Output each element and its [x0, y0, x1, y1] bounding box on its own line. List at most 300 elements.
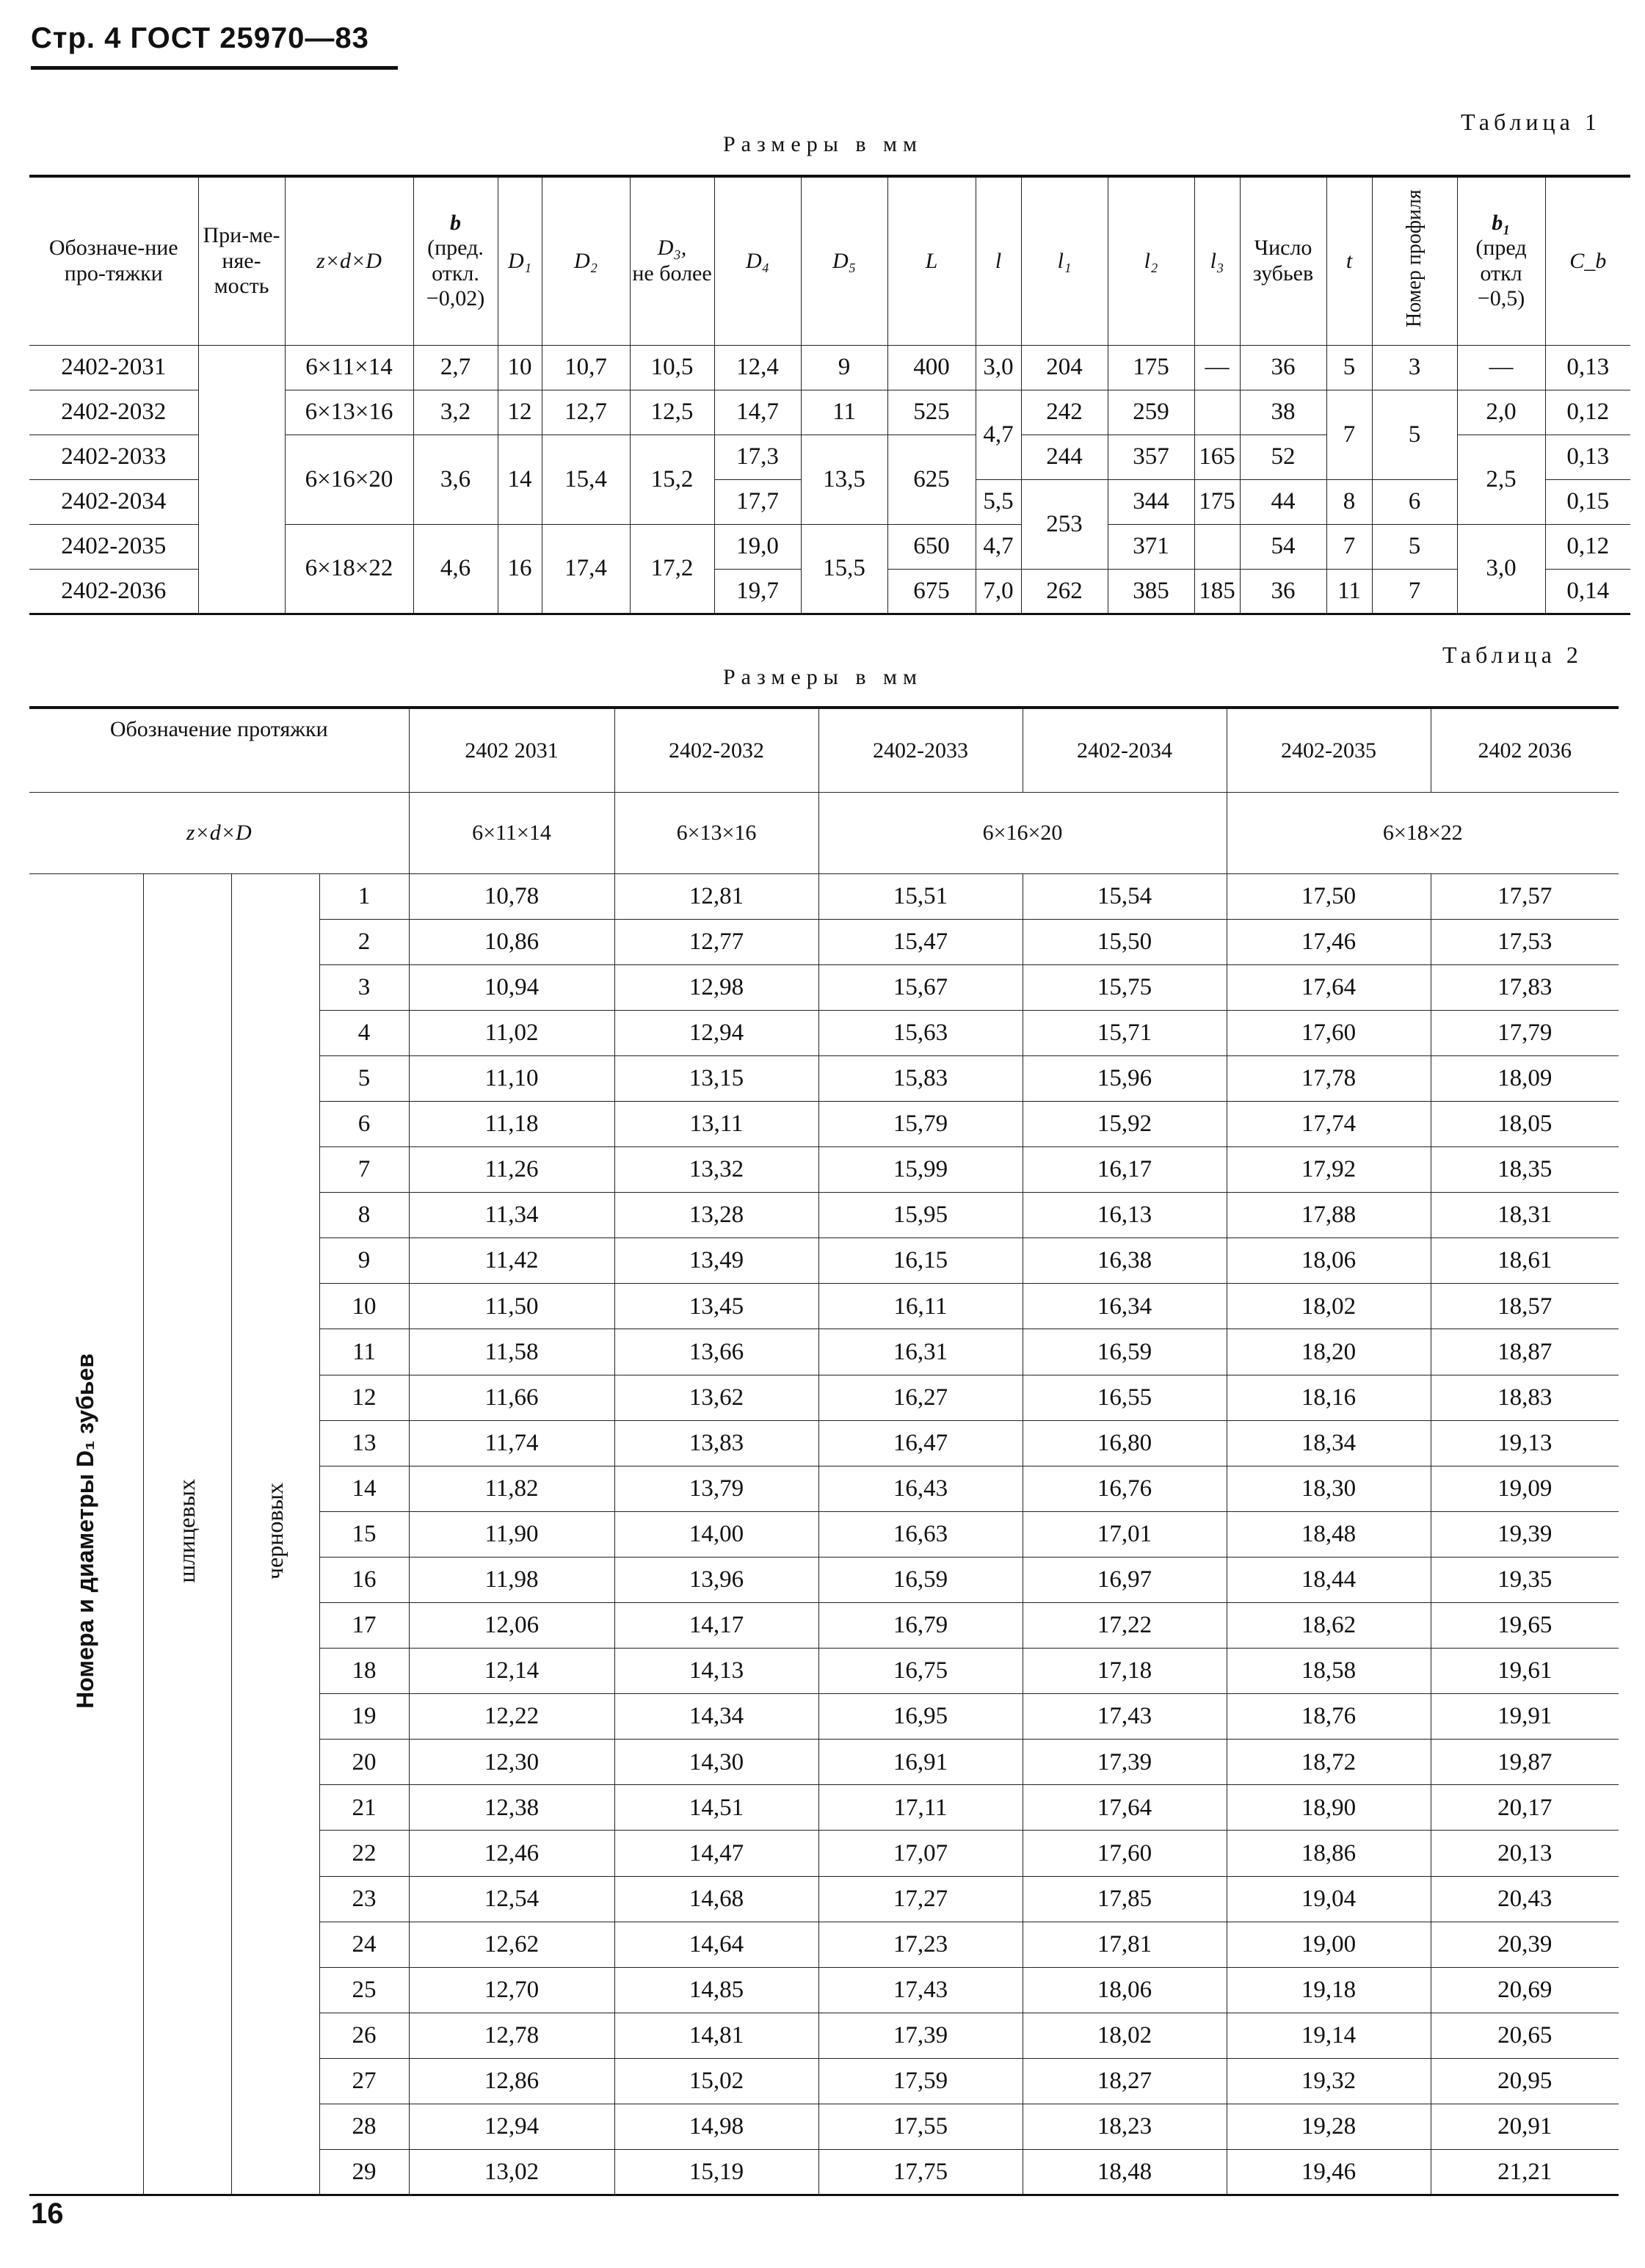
cell-diameter: 13,79	[614, 1466, 818, 1511]
th-teeth: Число зубьев	[1240, 176, 1326, 345]
cell-diameter: 11,42	[409, 1238, 614, 1284]
cell-l: 4,7	[976, 524, 1021, 569]
table2-size-row	[29, 792, 1619, 873]
cell-diameter: 19,13	[1431, 1420, 1619, 1466]
th-D3-symbol: D₃,	[657, 236, 687, 261]
cell-diameter: 15,83	[818, 1055, 1023, 1101]
cell-diameter: 17,81	[1023, 1922, 1227, 1967]
cell-diameter: 12,22	[409, 1694, 614, 1740]
cell-D1: 14	[498, 435, 542, 524]
cell-diameter: 16,34	[1023, 1284, 1227, 1329]
cell-diameter: 16,47	[818, 1420, 1023, 1466]
cell-diameter: 17,01	[1023, 1511, 1227, 1557]
cell-diameter: 18,35	[1431, 1147, 1619, 1193]
cell-tooth-number: 7	[319, 1147, 409, 1193]
cell-D5: 9	[801, 345, 887, 390]
th-applicability: При-ме-няе-мость	[198, 176, 285, 345]
cell-diameter: 19,46	[1227, 2150, 1431, 2195]
th-profile	[1372, 176, 1457, 345]
cell-D3: 12,5	[630, 390, 714, 435]
cell-designation: 2402-2035	[29, 524, 198, 569]
cell-diameter: 16,11	[818, 1284, 1023, 1329]
cell-diameter: 18,90	[1227, 1785, 1431, 1831]
cell-diameter: 11,66	[409, 1375, 614, 1420]
cell-diameter: 17,22	[1023, 1603, 1227, 1649]
cell-tooth-number: 19	[319, 1694, 409, 1740]
cell-diameter: 19,39	[1431, 1511, 1619, 1557]
table1-header-row	[29, 176, 1630, 345]
cell-diameter: 18,44	[1227, 1557, 1431, 1602]
th-b-note: (пред. откл. −0,02)	[426, 236, 485, 311]
cell-diameter: 12,77	[614, 919, 818, 964]
cell-D1: 16	[498, 524, 542, 614]
cell-diameter: 18,09	[1431, 1055, 1619, 1101]
cell-diameter: 15,51	[818, 873, 1023, 919]
cell-D3: 17,2	[630, 524, 714, 614]
cell-diameter: 15,63	[818, 1010, 1023, 1055]
cell-diameter: 11,26	[409, 1147, 614, 1193]
cell-D4: 17,3	[714, 435, 801, 479]
cell-diameter: 20,39	[1431, 1922, 1619, 1967]
cell-l3: 165	[1194, 435, 1240, 479]
cell-l3: 175	[1194, 479, 1240, 524]
cell-diameter: 16,80	[1023, 1420, 1227, 1466]
cell-D4: 19,7	[714, 569, 801, 614]
cell-diameter: 16,15	[818, 1238, 1023, 1284]
cell-diameter: 20,95	[1431, 2058, 1619, 2104]
cell-diameter: 17,92	[1227, 1147, 1431, 1193]
cell-diameter: 18,02	[1023, 2013, 1227, 2058]
cell-b: 3,2	[413, 390, 498, 435]
cell-D4: 14,7	[714, 390, 801, 435]
cell-diameter: 15,47	[818, 919, 1023, 964]
table2-designation-row	[29, 708, 1619, 792]
cell-diameter: 16,91	[818, 1740, 1023, 1785]
th-D1: D₁	[498, 176, 542, 345]
cell-diameter: 11,82	[409, 1466, 614, 1511]
cell-D4: 17,7	[714, 479, 801, 524]
cell-diameter: 20,69	[1431, 1967, 1619, 2013]
cell-diameter: 16,13	[1023, 1193, 1227, 1238]
cell-diameter: 13,49	[614, 1238, 818, 1284]
cell-D2: 10,7	[542, 345, 630, 390]
cell-diameter: 20,43	[1431, 1876, 1619, 1922]
cell-diameter: 17,78	[1227, 1055, 1431, 1101]
cell-diameter: 16,27	[818, 1375, 1023, 1420]
cell-diameter: 12,46	[409, 1831, 614, 1876]
cell-diameter: 18,83	[1431, 1375, 1619, 1420]
cell-diameter: 14,13	[614, 1649, 818, 1694]
cell-diameter: 16,59	[818, 1557, 1023, 1602]
cell-diameter: 17,83	[1431, 964, 1619, 1010]
cell-D1: 10	[498, 345, 542, 390]
th-designation: Обозначе-ние про-тяжки	[29, 176, 198, 345]
cell-l2: 371	[1108, 524, 1194, 569]
cell-diameter: 21,21	[1431, 2150, 1619, 2195]
subgroup-label: черновых	[261, 1483, 288, 1580]
th-size-4: 6×18×22	[1227, 792, 1619, 873]
cell-diameter: 14,64	[614, 1922, 818, 1967]
cell-diameter: 14,81	[614, 2013, 818, 2058]
cell-diameter: 12,14	[409, 1649, 614, 1694]
cell-diameter: 18,16	[1227, 1375, 1431, 1420]
cell-profile: 7	[1372, 569, 1457, 614]
cell-diameter: 19,87	[1431, 1740, 1619, 1785]
th-l: l	[976, 176, 1021, 345]
cell-diameter: 17,53	[1431, 919, 1619, 964]
cell-diameter: 20,17	[1431, 1785, 1619, 1831]
cell-profile: 3	[1372, 345, 1457, 390]
cell-diameter: 12,62	[409, 1922, 614, 1967]
cell-diameter: 19,09	[1431, 1466, 1619, 1511]
cell-diameter: 11,10	[409, 1055, 614, 1101]
cell-diameter: 10,94	[409, 964, 614, 1010]
cell-diameter: 14,51	[614, 1785, 818, 1831]
cell-l3: 185	[1194, 569, 1240, 614]
cell-diameter: 18,06	[1227, 1238, 1431, 1284]
cell-diameter: 16,95	[818, 1694, 1023, 1740]
th-b	[413, 176, 498, 345]
cell-tooth-number: 8	[319, 1193, 409, 1238]
th-zdD: z×d×D	[29, 792, 409, 873]
th-des-3: 2402-2033	[818, 708, 1023, 792]
cell-diameter: 11,34	[409, 1193, 614, 1238]
cell-diameter: 18,48	[1227, 1511, 1431, 1557]
cell-tooth-number: 18	[319, 1649, 409, 1694]
cell-diameter: 18,31	[1431, 1193, 1619, 1238]
cell-diameter: 13,28	[614, 1193, 818, 1238]
cell-tooth-number: 26	[319, 2013, 409, 2058]
cell-diameter: 15,67	[818, 964, 1023, 1010]
cell-diameter: 18,30	[1227, 1466, 1431, 1511]
page-number: 16	[31, 2198, 64, 2230]
th-des-4: 2402-2034	[1023, 708, 1227, 792]
cell-diameter: 17,59	[818, 2058, 1023, 2104]
th-l2: l₂	[1108, 176, 1194, 345]
cell-diameter: 19,32	[1227, 2058, 1431, 2104]
cell-l2: 259	[1108, 390, 1194, 435]
cell-diameter: 16,31	[818, 1329, 1023, 1375]
cell-b1: —	[1457, 345, 1545, 390]
cell-diameter: 15,50	[1023, 919, 1227, 964]
th-l1: l₁	[1021, 176, 1108, 345]
cell-L: 625	[887, 435, 976, 524]
cell-D5: 11	[801, 390, 887, 435]
cell-diameter: 16,17	[1023, 1147, 1227, 1193]
th-t: t	[1326, 176, 1372, 345]
cell-diameter: 17,60	[1023, 1831, 1227, 1876]
cell-diameter: 18,02	[1227, 1284, 1431, 1329]
cell-diameter: 17,57	[1431, 873, 1619, 919]
cell-diameter: 17,85	[1023, 1876, 1227, 1922]
cell-D5: 15,5	[801, 524, 887, 614]
cell-diameter: 18,48	[1023, 2150, 1227, 2195]
cell-teeth: 52	[1240, 435, 1326, 479]
cell-diameter: 18,57	[1431, 1284, 1619, 1329]
cell-diameter: 16,59	[1023, 1329, 1227, 1375]
cell-b1: 2,5	[1457, 435, 1545, 524]
cell-b: 3,6	[413, 435, 498, 524]
cell-zdD: 6×16×20	[285, 435, 413, 524]
cell-D5: 13,5	[801, 435, 887, 524]
cell-tooth-number: 2	[319, 919, 409, 964]
cell-diameter: 12,81	[614, 873, 818, 919]
cell-l1: 253	[1021, 479, 1108, 569]
cell-tooth-number: 15	[319, 1511, 409, 1557]
cell-l2: 357	[1108, 435, 1194, 479]
cell-diameter: 14,68	[614, 1876, 818, 1922]
cell-diameter: 11,90	[409, 1511, 614, 1557]
table2	[29, 706, 1619, 2196]
cell-l1: 204	[1021, 345, 1108, 390]
cell-b: 4,6	[413, 524, 498, 614]
th-L: L	[887, 176, 976, 345]
cell-l2: 175	[1108, 345, 1194, 390]
cell-diameter: 16,55	[1023, 1375, 1227, 1420]
cell-diameter: 19,35	[1431, 1557, 1619, 1602]
cell-diameter: 15,92	[1023, 1101, 1227, 1146]
cell-l: 7,0	[976, 569, 1021, 614]
cell-diameter: 17,39	[818, 2013, 1023, 2058]
cell-diameter: 12,38	[409, 1785, 614, 1831]
cell-L: 525	[887, 390, 976, 435]
cell-Cb: 0,12	[1545, 524, 1630, 569]
th-zdD: z×d×D	[285, 176, 413, 345]
cell-diameter: 13,32	[614, 1147, 818, 1193]
cell-diameter: 18,05	[1431, 1101, 1619, 1146]
cell-Cb: 0,13	[1545, 345, 1630, 390]
table1-row	[29, 345, 1630, 390]
cell-diameter: 18,34	[1227, 1420, 1431, 1466]
cell-diameter: 19,04	[1227, 1876, 1431, 1922]
cell-diameter: 16,76	[1023, 1466, 1227, 1511]
cell-diameter: 18,86	[1227, 1831, 1431, 1876]
cell-diameter: 12,78	[409, 2013, 614, 2058]
cell-diameter: 15,54	[1023, 873, 1227, 919]
cell-diameter: 18,23	[1023, 2104, 1227, 2150]
cell-tooth-number: 16	[319, 1557, 409, 1602]
cell-t: 5	[1326, 345, 1372, 390]
cell-diameter: 11,98	[409, 1557, 614, 1602]
cell-b: 2,7	[413, 345, 498, 390]
cell-l2: 344	[1108, 479, 1194, 524]
side-label-cell	[29, 873, 143, 2195]
cell-l: 5,5	[976, 479, 1021, 524]
cell-diameter: 15,19	[614, 2150, 818, 2195]
cell-D2: 15,4	[542, 435, 630, 524]
cell-diameter: 14,30	[614, 1740, 818, 1785]
cell-l3	[1194, 390, 1240, 435]
cell-diameter: 17,43	[1023, 1694, 1227, 1740]
cell-b1: 3,0	[1457, 524, 1545, 614]
group-label: шлицевых	[173, 1479, 200, 1583]
cell-diameter: 17,18	[1023, 1649, 1227, 1694]
cell-tooth-number: 1	[319, 873, 409, 919]
cell-Cb: 0,14	[1545, 569, 1630, 614]
cell-diameter: 12,98	[614, 964, 818, 1010]
cell-diameter: 17,55	[818, 2104, 1023, 2150]
cell-diameter: 11,50	[409, 1284, 614, 1329]
cell-diameter: 18,87	[1431, 1329, 1619, 1375]
cell-t: 11	[1326, 569, 1372, 614]
cell-tooth-number: 6	[319, 1101, 409, 1146]
cell-diameter: 12,86	[409, 2058, 614, 2104]
cell-diameter: 19,65	[1431, 1603, 1619, 1649]
cell-diameter: 14,98	[614, 2104, 818, 2150]
cell-D4: 12,4	[714, 345, 801, 390]
cell-diameter: 17,27	[818, 1876, 1023, 1922]
cell-tooth-number: 11	[319, 1329, 409, 1375]
cell-diameter: 16,38	[1023, 1238, 1227, 1284]
table2-body	[29, 873, 1619, 2195]
cell-diameter: 19,14	[1227, 2013, 1431, 2058]
cell-t: 7	[1326, 524, 1372, 569]
cell-diameter: 14,17	[614, 1603, 818, 1649]
cell-l: 4,7	[976, 390, 1021, 479]
cell-tooth-number: 25	[319, 1967, 409, 2013]
cell-l1: 244	[1021, 435, 1108, 479]
cell-t: 8	[1326, 479, 1372, 524]
cell-diameter: 13,96	[614, 1557, 818, 1602]
cell-diameter: 17,64	[1227, 964, 1431, 1010]
cell-designation: 2402-2031	[29, 345, 198, 390]
cell-tooth-number: 27	[319, 2058, 409, 2104]
th-profile-text: Номер профиля	[1402, 189, 1426, 327]
th-l3: l₃	[1194, 176, 1240, 345]
cell-diameter: 13,45	[614, 1284, 818, 1329]
cell-diameter: 12,06	[409, 1603, 614, 1649]
cell-D1: 12	[498, 390, 542, 435]
cell-diameter: 15,75	[1023, 964, 1227, 1010]
cell-tooth-number: 14	[319, 1466, 409, 1511]
cell-tooth-number: 22	[319, 1831, 409, 1876]
table1-label: Таблица 1	[1461, 109, 1601, 135]
header-rule	[31, 66, 398, 70]
cell-diameter: 17,43	[818, 1967, 1023, 2013]
th-D2: D₂	[542, 176, 630, 345]
cell-diameter: 13,66	[614, 1329, 818, 1375]
th-designation: Обозначение протяжки	[29, 708, 409, 792]
th-D3	[630, 176, 714, 345]
group-label-cell	[143, 873, 231, 2195]
cell-diameter: 19,18	[1227, 1967, 1431, 2013]
cell-D3: 10,5	[630, 345, 714, 390]
th-size-1: 6×11×14	[409, 792, 614, 873]
cell-diameter: 15,99	[818, 1147, 1023, 1193]
cell-Cb: 0,15	[1545, 479, 1630, 524]
cell-D2: 12,7	[542, 390, 630, 435]
cell-diameter: 16,43	[818, 1466, 1023, 1511]
th-Cb: C_b	[1545, 176, 1630, 345]
cell-diameter: 17,07	[818, 1831, 1023, 1876]
cell-diameter: 19,00	[1227, 1922, 1431, 1967]
cell-designation: 2402-2033	[29, 435, 198, 479]
cell-diameter: 14,85	[614, 1967, 818, 2013]
page-header: Стр. 4 ГОСТ 25970—83	[31, 22, 369, 54]
table2-label: Таблица 2	[1442, 641, 1583, 668]
cell-Cb: 0,13	[1545, 435, 1630, 479]
cell-diameter: 17,39	[1023, 1740, 1227, 1785]
cell-diameter: 18,20	[1227, 1329, 1431, 1375]
cell-L: 400	[887, 345, 976, 390]
th-D4: D₄	[714, 176, 801, 345]
cell-L: 675	[887, 569, 976, 614]
cell-diameter: 13,11	[614, 1101, 818, 1146]
cell-diameter: 16,79	[818, 1603, 1023, 1649]
th-des-2: 2402-2032	[614, 708, 818, 792]
cell-diameter: 13,02	[409, 2150, 614, 2195]
cell-tooth-number: 28	[319, 2104, 409, 2150]
cell-l2: 385	[1108, 569, 1194, 614]
cell-l1: 242	[1021, 390, 1108, 435]
table1-caption: Размеры в мм	[723, 132, 923, 156]
th-des-1: 2402 2031	[409, 708, 614, 792]
cell-diameter: 10,86	[409, 919, 614, 964]
cell-diameter: 17,50	[1227, 873, 1431, 919]
cell-tooth-number: 24	[319, 1922, 409, 1967]
cell-D4: 19,0	[714, 524, 801, 569]
th-des-6: 2402 2036	[1431, 708, 1619, 792]
cell-diameter: 18,06	[1023, 1967, 1227, 2013]
cell-L: 650	[887, 524, 976, 569]
cell-teeth: 54	[1240, 524, 1326, 569]
cell-diameter: 17,23	[818, 1922, 1023, 1967]
cell-diameter: 17,88	[1227, 1193, 1431, 1238]
cell-diameter: 14,34	[614, 1694, 818, 1740]
cell-diameter: 17,79	[1431, 1010, 1619, 1055]
th-b-symbol: b	[450, 210, 461, 235]
cell-diameter: 14,47	[614, 1831, 818, 1876]
cell-tooth-number: 17	[319, 1603, 409, 1649]
cell-diameter: 19,91	[1431, 1694, 1619, 1740]
table2-row	[29, 873, 1619, 919]
cell-diameter: 18,27	[1023, 2058, 1227, 2104]
cell-diameter: 16,97	[1023, 1557, 1227, 1602]
cell-diameter: 16,75	[818, 1649, 1023, 1694]
cell-t: 7	[1326, 390, 1372, 479]
subgroup-label-cell	[231, 873, 319, 2195]
side-label: Номера и диаметры D₁ зубьев	[72, 1353, 99, 1709]
cell-tooth-number: 10	[319, 1284, 409, 1329]
cell-diameter: 10,78	[409, 873, 614, 919]
cell-diameter: 19,28	[1227, 2104, 1431, 2150]
cell-diameter: 17,46	[1227, 919, 1431, 964]
cell-l: 3,0	[976, 345, 1021, 390]
cell-diameter: 15,95	[818, 1193, 1023, 1238]
cell-l1: 262	[1021, 569, 1108, 614]
cell-diameter: 12,30	[409, 1740, 614, 1785]
cell-l3: —	[1194, 345, 1240, 390]
cell-diameter: 17,75	[818, 2150, 1023, 2195]
cell-diameter: 12,70	[409, 1967, 614, 2013]
cell-diameter: 17,60	[1227, 1010, 1431, 1055]
cell-diameter: 12,94	[614, 1010, 818, 1055]
table2-caption: Размеры в мм	[723, 665, 923, 689]
cell-profile: 5	[1372, 390, 1457, 479]
cell-applicability	[198, 345, 285, 614]
cell-tooth-number: 29	[319, 2150, 409, 2195]
cell-tooth-number: 23	[319, 1876, 409, 1922]
th-b1	[1457, 176, 1545, 345]
table1	[29, 175, 1630, 615]
cell-diameter: 20,13	[1431, 1831, 1619, 1876]
cell-tooth-number: 20	[319, 1740, 409, 1785]
cell-D2: 17,4	[542, 524, 630, 614]
cell-diameter: 11,58	[409, 1329, 614, 1375]
cell-diameter: 17,11	[818, 1785, 1023, 1831]
cell-teeth: 44	[1240, 479, 1326, 524]
cell-diameter: 11,18	[409, 1101, 614, 1146]
